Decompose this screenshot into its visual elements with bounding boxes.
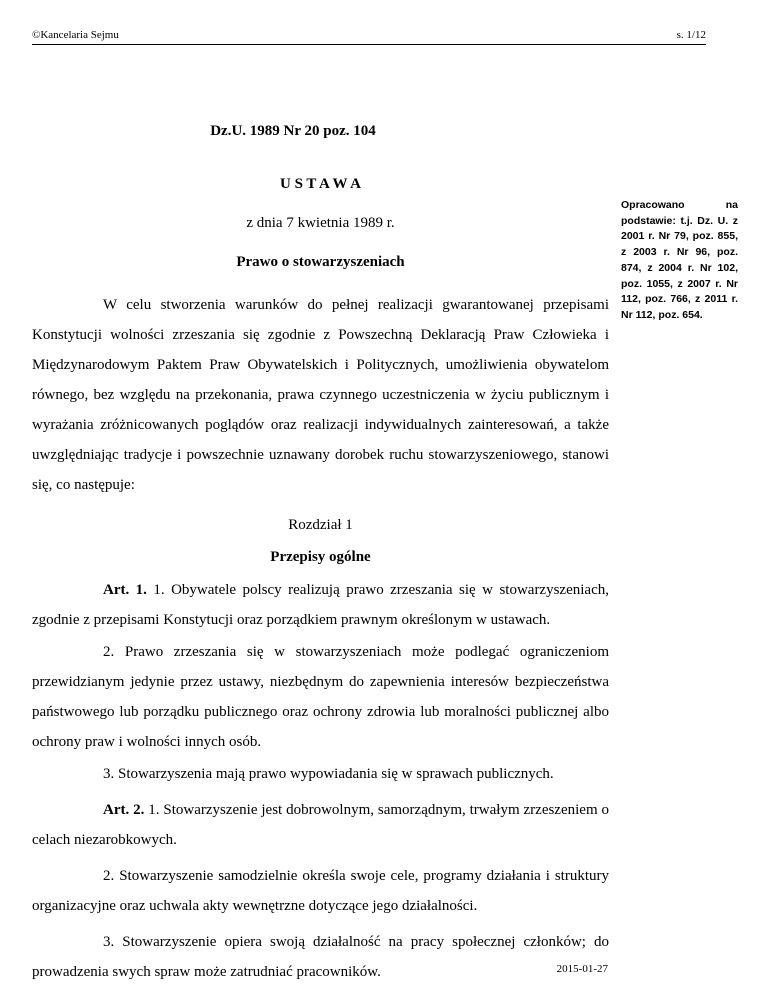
source-sidenote: Opracowano na podstawie: t.j. Dz. U. z 2001 r. Nr 79, poz. 855, z 2003 r. Nr 96, poz. 874, z 2004 r. Nr 102, poz. 1055, z 2007 r. Nr 112, poz. 766, z 2011 r. Nr 112, poz. 654. bbox=[621, 199, 738, 321]
article-1-label: Art. 1. bbox=[103, 582, 147, 598]
act-title: Prawo o stowarzyszeniach bbox=[236, 254, 405, 270]
chapter-title: Przepisy ogólne bbox=[270, 549, 371, 565]
copyright-notice: ©Kancelaria Sejmu bbox=[32, 29, 119, 41]
page-number: s. 1/12 bbox=[676, 29, 706, 41]
page-footer-date: 2015-01-27 bbox=[556, 963, 608, 975]
article-1-paragraph-3: 3. Stowarzyszenia mają prawo wypowiadania się w sprawach publicznych. bbox=[103, 766, 554, 782]
article-2-paragraph-1: Art. 2. 1. Stowarzyszenie jest dobrowolnym, samorządnym, trwałym zrzeszeniem o celach niezarobkowych. bbox=[32, 802, 609, 848]
article-1-paragraph-2: 2. Prawo zrzeszania się w stowarzyszeniach może podlegać ograniczeniom przewidzianym jedynie przez ustawy, niezbędnym do zapewnienia interesów bezpieczeństwa państwowego lub porządku publicznego oraz ochrony zdrowia lub moralności publicznej albo ochrony praw i wolności innych osób. bbox=[32, 644, 609, 750]
document-body bbox=[32, 116, 609, 987]
article-2-paragraph-3: 3. Stowarzyszenie opiera swoją działalność na pracy społecznej członków; do prowadzenia swych spraw może zatrudniać pracowników. bbox=[32, 934, 609, 980]
act-type: U S T A W A bbox=[279, 176, 362, 192]
act-date: z dnia 7 kwietnia 1989 r. bbox=[246, 215, 395, 231]
article-1-paragraph-1: Art. 1. 1. Obywatele polscy realizują prawo zrzeszania się w stowarzyszeniach, zgodnie z przepisami Konstytucji oraz porządkiem prawnym określonym w ustawach. bbox=[32, 582, 609, 628]
journal-reference: Dz.U. 1989 Nr 20 poz. 104 bbox=[210, 123, 376, 139]
preamble: W celu stworzenia warunków do pełnej realizacji gwarantowanej przepisami Konstytucji wolności zrzeszania się zgodnie z Powszechną Deklaracją Praw Człowieka i Międzynarodowym Paktem Praw Obywatelskich i Politycznych, umożliwienia obywatelom równego, bez względu na przekonania, prawa czynnego uczestniczenia w życiu publicznym i wyrażania zróżnicowanych poglądów oraz realizacji indywidualnych zainteresowań, a także uwzględniając tradycje i powszechnie uznawany dorobek ruchu stowarzyszeniowego, stanowi się, co następuje: bbox=[32, 297, 609, 493]
page-header bbox=[32, 26, 706, 45]
article-2-paragraph-2: 2. Stowarzyszenie samodzielnie określa swoje cele, programy działania i struktury organizacyjne oraz uchwala akty wewnętrzne dotyczące jego działalności. bbox=[32, 868, 609, 914]
chapter-number: Rozdział 1 bbox=[288, 517, 353, 533]
article-2-label: Art. 2. bbox=[103, 802, 145, 818]
